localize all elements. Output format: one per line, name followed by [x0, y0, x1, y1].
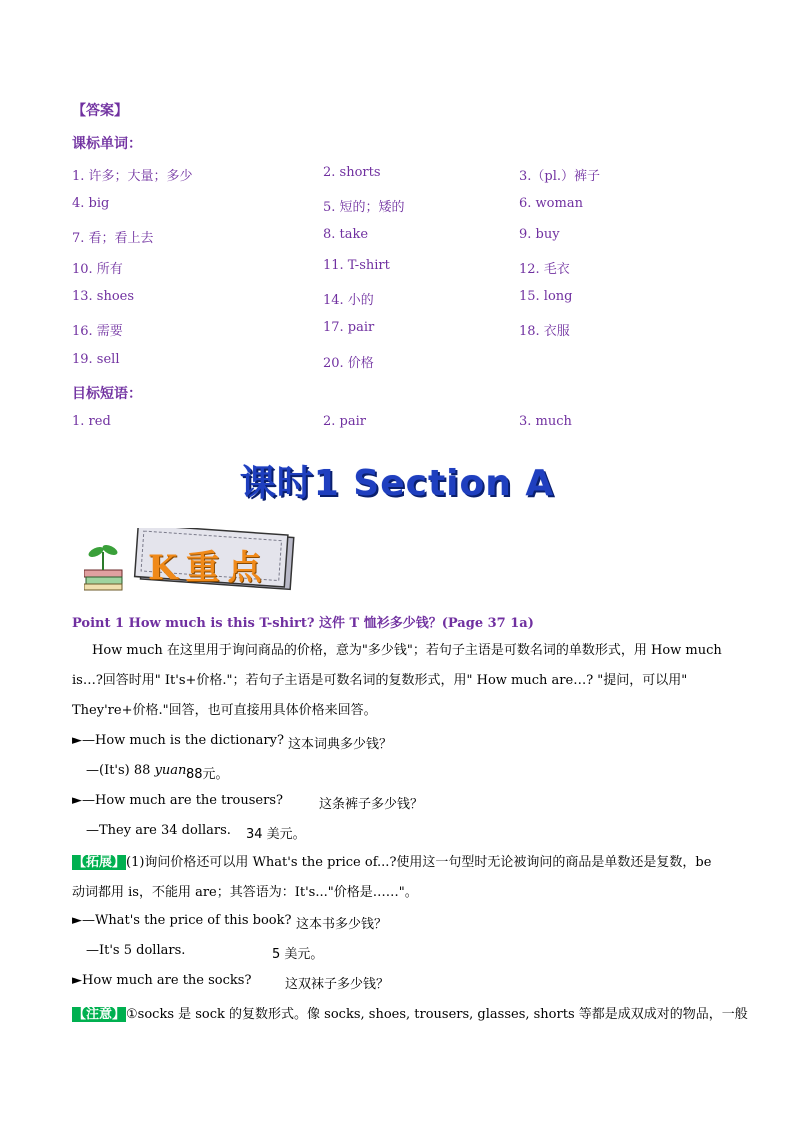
vocab-item: 1. 许多；大量；多少 — [72, 169, 193, 184]
vocab-item: 20. 价格 — [323, 356, 374, 371]
vocab-item: 3.（pl.）裤子 — [519, 169, 601, 184]
example-en: ►—How much is the dictionary? — [72, 733, 284, 748]
phrase-item: 1. red — [72, 414, 111, 429]
note-text: ①socks 是 sock 的复数形式。像 socks, shoes, trousers, glasses, shorts 等都是成双成对的物品，一般 — [126, 1007, 748, 1022]
vocab-item: 7. 看；看上去 — [72, 231, 154, 246]
phrase-item: 2. pair — [323, 414, 366, 429]
extension-text: (1)询问价格还可以用 What's the price of...?使用这一句型时无论被询问的商品是单数还是复数，be 动词都用 is，不能用 are；其答语为：It's..."价格是……"。 — [72, 855, 712, 900]
banner-text: K重点 — [148, 548, 270, 588]
vocab-item: 10. 所有 — [72, 262, 123, 277]
vocab-item: 17. pair — [323, 320, 375, 335]
example-3-question — [72, 913, 388, 932]
point1-title: Point 1 How much is this T-shirt? 这件 T 恤衫多少钱？(Page 37 1a) — [72, 616, 534, 631]
note-tag: 【注意】 — [73, 1007, 126, 1022]
example-3-answer — [86, 943, 324, 962]
example-en: ►How much are the socks? — [72, 973, 252, 988]
lesson-title: 课时1 Section A — [239, 463, 555, 504]
vocab-item: 14. 小的 — [323, 293, 374, 308]
extension-tag: 【拓展】 — [73, 855, 126, 870]
example-zh: 这条裤子多少钱？ — [319, 797, 424, 812]
vocab-item: 5. 短的；矮的 — [323, 200, 405, 215]
example-zh: 5 美元。 — [272, 947, 324, 962]
vocab-item: 12. 毛衣 — [519, 262, 570, 277]
extension-paragraph — [72, 848, 722, 908]
vocab-item: 18. 衣服 — [519, 324, 570, 339]
vocab-item: 6. woman — [519, 196, 583, 211]
example-en: —It's 5 dollars. — [86, 943, 186, 958]
example-zh: 34 美元。 — [246, 827, 306, 842]
vocab-item: 8. take — [323, 227, 369, 242]
vocab-item: 4. big — [72, 196, 110, 211]
example-zh: 这双袜子多少钱？ — [285, 977, 390, 992]
example-en: ►—What's the price of this book? — [72, 913, 292, 928]
example-2-answer — [86, 823, 306, 842]
example-zh: 这本书多少钱？ — [296, 917, 388, 932]
vocab-label: 课标单词： — [72, 136, 142, 152]
point1-paragraph: How much 在这里用于询问商品的价格，意为"多少钱"；若句子主语是可数名词的单数形式，用 How much is…?回答时用" It's+价格."；若句子主语是可数名词的复数形式，用" How much are…? "提问，可以用" They're+价格."回答，也可直接用具体价格来回答。 — [72, 643, 722, 718]
note-line — [72, 1003, 748, 1022]
example-2-question — [72, 793, 424, 812]
example-1-question — [72, 733, 393, 752]
vocab-item: 15. long — [519, 289, 573, 304]
example-en: —They are 34 dollars. — [86, 823, 231, 838]
vocab-item: 9. buy — [519, 227, 560, 242]
example-4-question — [72, 973, 390, 992]
vocab-item: 13. shoes — [72, 289, 135, 304]
phrase-item: 3. much — [519, 414, 572, 429]
example-en-italic: yuan. — [154, 763, 191, 778]
vocab-item: 11. T-shirt — [323, 258, 390, 273]
example-1-answer — [86, 763, 229, 782]
key-points-banner — [84, 528, 298, 592]
vocab-item: 19. sell — [72, 352, 120, 367]
example-en: —(It's) 88 — [86, 763, 151, 778]
example-en: ►—How much are the trousers? — [72, 793, 283, 808]
example-zh: 这本词典多少钱？ — [288, 737, 393, 752]
vocab-item: 16. 需要 — [72, 324, 123, 339]
vocab-item: 2. shorts — [323, 165, 381, 180]
phrase-label: 目标短语： — [72, 386, 142, 402]
example-zh: 88元。 — [186, 767, 229, 782]
answer-header: 【答案】 — [72, 103, 128, 119]
